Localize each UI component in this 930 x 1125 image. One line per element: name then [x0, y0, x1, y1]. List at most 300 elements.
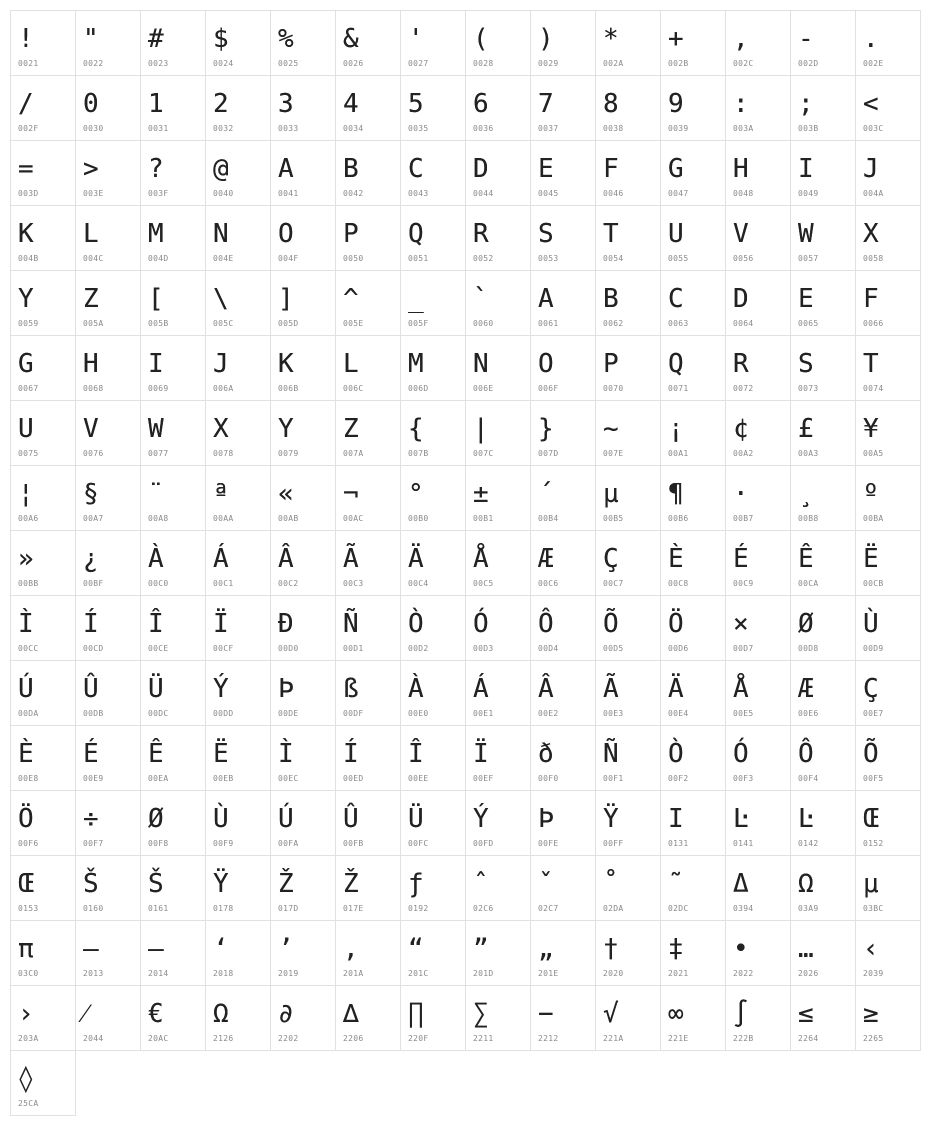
glyph-char: Ã [343, 544, 359, 574]
glyph-codepoint: 221E [668, 1034, 689, 1043]
glyph-cell [206, 401, 271, 466]
glyph-cell [11, 726, 76, 791]
glyph-cell [466, 986, 531, 1051]
glyph-cell [11, 596, 76, 661]
glyph-char: | [473, 414, 489, 444]
glyph-char: Ù [213, 804, 229, 834]
glyph-cell [726, 986, 791, 1051]
glyph-char: μ [863, 869, 879, 899]
glyph-cell [11, 1051, 76, 1116]
glyph-cell [466, 76, 531, 141]
glyph-char: \ [213, 284, 229, 314]
glyph-codepoint: 003E [83, 189, 104, 198]
glyph-codepoint: 0063 [668, 319, 689, 328]
glyph-cell [726, 921, 791, 986]
glyph-codepoint: 00EF [473, 774, 494, 783]
glyph-codepoint: 006B [278, 384, 299, 393]
glyph-cell [856, 11, 921, 76]
glyph-char: & [343, 24, 359, 54]
glyph-cell [206, 141, 271, 206]
glyph-char: ‡ [668, 934, 684, 964]
glyph-char: V [83, 414, 99, 444]
glyph-cell [466, 921, 531, 986]
glyph-cell [11, 336, 76, 401]
glyph-codepoint: 2126 [213, 1034, 234, 1043]
glyph-char: $ [213, 24, 229, 54]
glyph-cell [271, 76, 336, 141]
glyph-cell [11, 466, 76, 531]
glyph-cell [596, 986, 661, 1051]
glyph-char: Ý [213, 674, 229, 704]
glyph-codepoint: 2018 [213, 969, 234, 978]
glyph-cell [141, 856, 206, 921]
glyph-cell [791, 401, 856, 466]
glyph-codepoint: 00E9 [83, 774, 104, 783]
glyph-char: Ÿ [603, 804, 619, 834]
glyph-cell [661, 921, 726, 986]
glyph-codepoint: 0037 [538, 124, 559, 133]
glyph-codepoint: 00C9 [733, 579, 754, 588]
glyph-codepoint: 00BB [18, 579, 39, 588]
glyph-cell [76, 76, 141, 141]
glyph-codepoint: 0065 [798, 319, 819, 328]
glyph-cell [531, 11, 596, 76]
glyph-cell [11, 791, 76, 856]
glyph-codepoint: 003B [798, 124, 819, 133]
glyph-char: ∫ [733, 999, 749, 1029]
glyph-codepoint: 0047 [668, 189, 689, 198]
glyph-cell [141, 206, 206, 271]
glyph-cell [141, 336, 206, 401]
glyph-grid [10, 10, 921, 1116]
glyph-char: ∞ [668, 999, 684, 1029]
glyph-char: ª [213, 479, 229, 509]
glyph-codepoint: 0025 [278, 59, 299, 68]
glyph-cell [336, 336, 401, 401]
glyph-char: ˚ [603, 869, 619, 899]
glyph-char: Ö [18, 804, 34, 834]
glyph-codepoint: 0052 [473, 254, 494, 263]
glyph-cell [141, 11, 206, 76]
glyph-char: Á [213, 544, 229, 574]
glyph-cell [141, 791, 206, 856]
glyph-char: ± [473, 479, 489, 509]
glyph-cell [401, 141, 466, 206]
glyph-cell [76, 596, 141, 661]
glyph-char: 4 [343, 89, 359, 119]
glyph-codepoint: 00DB [83, 709, 104, 718]
glyph-char: N [473, 349, 489, 379]
glyph-cell [141, 271, 206, 336]
glyph-codepoint: 004F [278, 254, 299, 263]
glyph-cell [11, 76, 76, 141]
glyph-char: F [603, 154, 619, 184]
glyph-cell [466, 206, 531, 271]
glyph-codepoint: 0030 [83, 124, 104, 133]
glyph-codepoint: 00CF [213, 644, 234, 653]
glyph-codepoint: 00A7 [83, 514, 104, 523]
glyph-cell [661, 141, 726, 206]
glyph-cell [596, 921, 661, 986]
glyph-cell [76, 726, 141, 791]
glyph-codepoint: 0028 [473, 59, 494, 68]
glyph-char: X [213, 414, 229, 444]
glyph-codepoint: 00D2 [408, 644, 429, 653]
glyph-char: Δ [733, 869, 749, 899]
glyph-codepoint: 0026 [343, 59, 364, 68]
glyph-cell [791, 986, 856, 1051]
glyph-cell [11, 531, 76, 596]
glyph-cell [726, 401, 791, 466]
glyph-codepoint: 0038 [603, 124, 624, 133]
glyph-cell [726, 206, 791, 271]
glyph-codepoint: 0079 [278, 449, 299, 458]
glyph-char: D [733, 284, 749, 314]
glyph-codepoint: 00C2 [278, 579, 299, 588]
glyph-cell [531, 76, 596, 141]
glyph-cell [271, 531, 336, 596]
glyph-char: 3 [278, 89, 294, 119]
glyph-codepoint: 00E5 [733, 709, 754, 718]
glyph-char: ° [408, 479, 424, 509]
glyph-cell [531, 986, 596, 1051]
glyph-cell [206, 921, 271, 986]
glyph-char: È [668, 544, 684, 574]
glyph-codepoint: 0060 [473, 319, 494, 328]
glyph-char: À [148, 544, 164, 574]
glyph-char: Å [733, 674, 749, 704]
glyph-char: · [733, 479, 749, 509]
glyph-char: ‘ [213, 934, 229, 964]
glyph-cell [141, 921, 206, 986]
glyph-cell [856, 661, 921, 726]
glyph-codepoint: 222B [733, 1034, 754, 1043]
glyph-codepoint: 00FE [538, 839, 559, 848]
glyph-codepoint: 00CE [148, 644, 169, 653]
glyph-codepoint: 007D [538, 449, 559, 458]
glyph-cell [206, 661, 271, 726]
glyph-char: ‚ [343, 934, 359, 964]
glyph-char: ; [798, 89, 814, 119]
glyph-codepoint: 005B [148, 319, 169, 328]
glyph-codepoint: 00D3 [473, 644, 494, 653]
glyph-cell [76, 336, 141, 401]
glyph-codepoint: 00AA [213, 514, 234, 523]
glyph-codepoint: 00EB [213, 774, 234, 783]
glyph-char: . [863, 24, 879, 54]
glyph-cell [791, 531, 856, 596]
glyph-char: ‹ [863, 934, 879, 964]
glyph-codepoint: 20AC [148, 1034, 169, 1043]
glyph-char: ˜ [668, 869, 684, 899]
glyph-cell [661, 206, 726, 271]
glyph-cell [856, 141, 921, 206]
glyph-codepoint: 006E [473, 384, 494, 393]
glyph-codepoint: 00D8 [798, 644, 819, 653]
glyph-cell [466, 596, 531, 661]
glyph-cell [466, 531, 531, 596]
glyph-char: Ó [473, 609, 489, 639]
glyph-char: “ [408, 934, 424, 964]
glyph-cell [726, 11, 791, 76]
glyph-codepoint: 0072 [733, 384, 754, 393]
glyph-char: ¨ [148, 479, 164, 509]
glyph-codepoint: 00A3 [798, 449, 819, 458]
glyph-codepoint: 0032 [213, 124, 234, 133]
glyph-char: T [863, 349, 879, 379]
glyph-codepoint: 00F8 [148, 839, 169, 848]
glyph-char: E [538, 154, 554, 184]
glyph-cell [206, 271, 271, 336]
glyph-char: O [278, 219, 294, 249]
glyph-char: † [603, 934, 619, 964]
glyph-codepoint: 00BA [863, 514, 884, 523]
glyph-char: „ [538, 934, 554, 964]
glyph-char: ( [473, 24, 489, 54]
glyph-cell [726, 531, 791, 596]
glyph-char: # [148, 24, 164, 54]
glyph-char: Þ [278, 674, 294, 704]
glyph-char: L [343, 349, 359, 379]
glyph-cell [76, 271, 141, 336]
glyph-codepoint: 0053 [538, 254, 559, 263]
glyph-char: > [83, 154, 99, 184]
glyph-codepoint: 00A5 [863, 449, 884, 458]
glyph-codepoint: 00EC [278, 774, 299, 783]
glyph-cell [596, 206, 661, 271]
glyph-codepoint: 2211 [473, 1034, 494, 1043]
glyph-char: Ω [798, 869, 814, 899]
glyph-char: Œ [18, 869, 34, 899]
glyph-cell [141, 531, 206, 596]
glyph-codepoint: 2021 [668, 969, 689, 978]
glyph-cell [76, 401, 141, 466]
glyph-char: ? [148, 154, 164, 184]
glyph-char: Ð [278, 609, 294, 639]
glyph-codepoint: 002F [18, 124, 39, 133]
glyph-char: J [213, 349, 229, 379]
glyph-codepoint: 0064 [733, 319, 754, 328]
glyph-char: Y [278, 414, 294, 444]
glyph-char: ~ [603, 414, 619, 444]
glyph-cell [336, 791, 401, 856]
glyph-cell [726, 336, 791, 401]
glyph-codepoint: 004B [18, 254, 39, 263]
glyph-cell [531, 401, 596, 466]
glyph-char: B [603, 284, 619, 314]
glyph-char: G [668, 154, 684, 184]
glyph-codepoint: 00C7 [603, 579, 624, 588]
glyph-cell [791, 921, 856, 986]
glyph-cell [76, 791, 141, 856]
glyph-cell [856, 271, 921, 336]
glyph-cell [76, 856, 141, 921]
glyph-cell [726, 661, 791, 726]
glyph-char: 6 [473, 89, 489, 119]
glyph-codepoint: 0066 [863, 319, 884, 328]
glyph-codepoint: 00EA [148, 774, 169, 783]
glyph-char: I [148, 349, 164, 379]
glyph-cell [661, 661, 726, 726]
glyph-codepoint: 003A [733, 124, 754, 133]
glyph-codepoint: 0074 [863, 384, 884, 393]
glyph-codepoint: 0040 [213, 189, 234, 198]
glyph-codepoint: 2265 [863, 1034, 884, 1043]
glyph-codepoint: 2026 [798, 969, 819, 978]
glyph-cell [466, 791, 531, 856]
glyph-cell [401, 856, 466, 921]
glyph-codepoint: 0036 [473, 124, 494, 133]
glyph-cell [596, 76, 661, 141]
glyph-cell [596, 531, 661, 596]
glyph-cell [336, 466, 401, 531]
glyph-codepoint: 0056 [733, 254, 754, 263]
glyph-char: : [733, 89, 749, 119]
glyph-cell [531, 206, 596, 271]
glyph-char: I [668, 804, 684, 834]
glyph-char: V [733, 219, 749, 249]
glyph-char: Ã [603, 674, 619, 704]
glyph-codepoint: 00E3 [603, 709, 624, 718]
glyph-char: ∆ [343, 999, 359, 1029]
glyph-char: ] [278, 284, 294, 314]
glyph-cell [401, 271, 466, 336]
glyph-codepoint: 0073 [798, 384, 819, 393]
glyph-cell [76, 206, 141, 271]
glyph-cell [661, 401, 726, 466]
glyph-codepoint: 00FD [473, 839, 494, 848]
glyph-codepoint: 00DD [213, 709, 234, 718]
glyph-cell [661, 466, 726, 531]
glyph-codepoint: 0058 [863, 254, 884, 263]
glyph-codepoint: 03C0 [18, 969, 39, 978]
glyph-char: 0 [83, 89, 99, 119]
glyph-codepoint: 005E [343, 319, 364, 328]
glyph-cell [401, 466, 466, 531]
glyph-codepoint: 0068 [83, 384, 104, 393]
glyph-codepoint: 0075 [18, 449, 39, 458]
glyph-char: Ç [863, 674, 879, 704]
glyph-char: ≤ [798, 999, 814, 1029]
glyph-codepoint: 00C6 [538, 579, 559, 588]
glyph-char: Ž [343, 869, 359, 899]
glyph-codepoint: 00FC [408, 839, 429, 848]
glyph-codepoint: 00C5 [473, 579, 494, 588]
glyph-char: ◊ [18, 1064, 34, 1094]
glyph-codepoint: 0067 [18, 384, 39, 393]
glyph-cell [206, 986, 271, 1051]
glyph-char: _ [408, 284, 424, 314]
glyph-codepoint: 00F7 [83, 839, 104, 848]
glyph-cell [466, 336, 531, 401]
glyph-cell [76, 531, 141, 596]
glyph-codepoint: 00A8 [148, 514, 169, 523]
glyph-codepoint: 00E4 [668, 709, 689, 718]
glyph-char: J [863, 154, 879, 184]
glyph-cell [661, 596, 726, 661]
glyph-codepoint: 003D [18, 189, 39, 198]
glyph-char: Î [148, 609, 164, 639]
glyph-char: ` [473, 284, 489, 314]
glyph-char: 1 [148, 89, 164, 119]
glyph-cell [856, 401, 921, 466]
glyph-char: 2 [213, 89, 229, 119]
glyph-cell [336, 661, 401, 726]
glyph-char: ƒ [408, 869, 424, 899]
glyph-char: Â [278, 544, 294, 574]
glyph-cell [141, 466, 206, 531]
glyph-codepoint: 007B [408, 449, 429, 458]
glyph-codepoint: 00ED [343, 774, 364, 783]
glyph-codepoint: 25CA [18, 1099, 39, 1108]
glyph-codepoint: 0394 [733, 904, 754, 913]
glyph-codepoint: 0035 [408, 124, 429, 133]
glyph-char: Æ [538, 544, 554, 574]
glyph-codepoint: 00C1 [213, 579, 234, 588]
glyph-cell [401, 921, 466, 986]
glyph-char: • [733, 934, 749, 964]
glyph-cell [856, 791, 921, 856]
glyph-cell [401, 661, 466, 726]
glyph-cell [271, 401, 336, 466]
glyph-cell [661, 271, 726, 336]
glyph-char: M [148, 219, 164, 249]
glyph-codepoint: 221A [603, 1034, 624, 1043]
glyph-cell [856, 76, 921, 141]
glyph-cell [141, 401, 206, 466]
glyph-cell [596, 596, 661, 661]
glyph-cell [141, 141, 206, 206]
glyph-cell [726, 466, 791, 531]
glyph-codepoint: 00F2 [668, 774, 689, 783]
glyph-cell [271, 11, 336, 76]
glyph-char: ¢ [733, 414, 749, 444]
glyph-char: K [278, 349, 294, 379]
glyph-char: £ [798, 414, 814, 444]
glyph-cell [661, 76, 726, 141]
glyph-char: H [733, 154, 749, 184]
glyph-cell [206, 726, 271, 791]
glyph-char: W [148, 414, 164, 444]
glyph-codepoint: 017E [343, 904, 364, 913]
glyph-codepoint: 0178 [213, 904, 234, 913]
glyph-cell [856, 596, 921, 661]
glyph-codepoint: 002A [603, 59, 624, 68]
glyph-codepoint: 00B7 [733, 514, 754, 523]
glyph-codepoint: 0192 [408, 904, 429, 913]
glyph-cell [531, 596, 596, 661]
glyph-cell [271, 791, 336, 856]
glyph-codepoint: 00DC [148, 709, 169, 718]
glyph-cell [531, 661, 596, 726]
glyph-char: ´ [538, 479, 554, 509]
glyph-cell [11, 401, 76, 466]
glyph-char: ˆ [473, 869, 489, 899]
glyph-codepoint: 002B [668, 59, 689, 68]
glyph-codepoint: 0160 [83, 904, 104, 913]
glyph-char: ð [538, 739, 554, 769]
glyph-codepoint: 00F4 [798, 774, 819, 783]
glyph-cell [401, 791, 466, 856]
glyph-char: M [408, 349, 424, 379]
glyph-codepoint: 00F1 [603, 774, 624, 783]
glyph-codepoint: 2013 [83, 969, 104, 978]
glyph-codepoint: 0153 [18, 904, 39, 913]
glyph-codepoint: 006C [343, 384, 364, 393]
glyph-cell [726, 856, 791, 921]
glyph-char: P [603, 349, 619, 379]
glyph-cell [336, 856, 401, 921]
